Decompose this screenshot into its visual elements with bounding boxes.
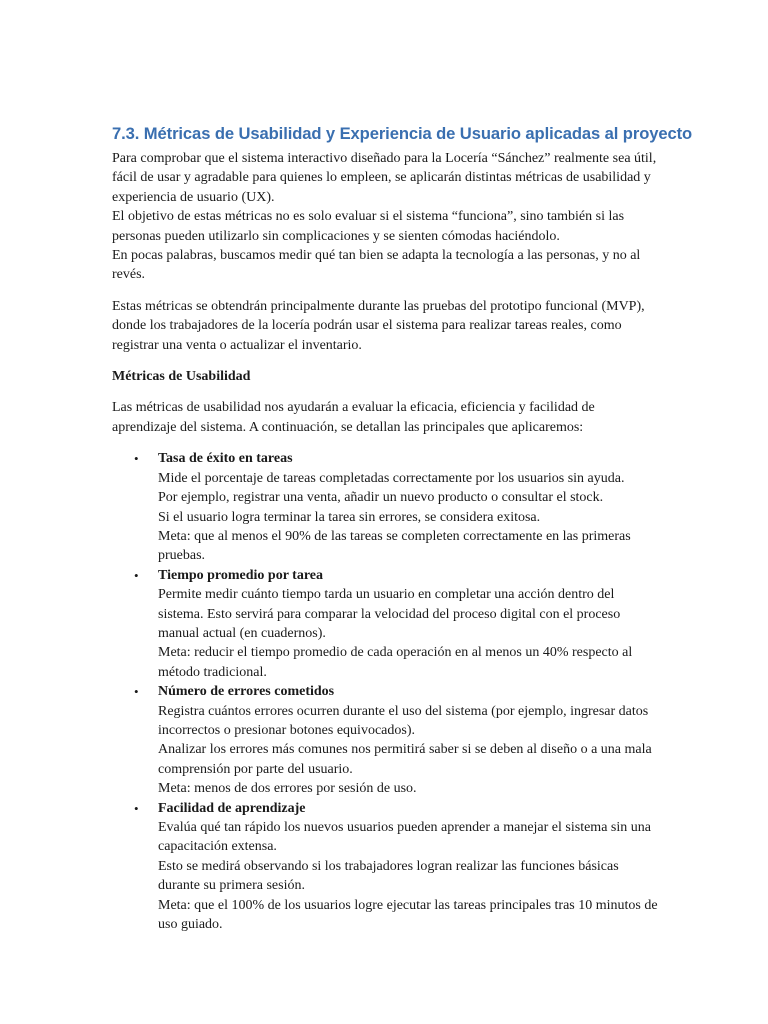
metric-text: Por ejemplo, registrar una venta, añadir un nuevo producto o consultar el stock.	[158, 490, 604, 506]
bullet-icon: •	[134, 800, 139, 816]
metric-item	[112, 449, 660, 565]
metric-goal: Meta: menos de dos errores por sesión de uso.	[158, 781, 417, 797]
metric-title: Tasa de éxito en tareas	[158, 451, 293, 467]
spacer	[112, 386, 660, 398]
usability-intro: Las métricas de usabilidad nos ayudarán a evaluar la eficacia, eficiencia y facilidad de aprendizaje del sistema. A continuación, se detallan las principales que aplicaremos:	[112, 400, 595, 435]
bullet-icon: •	[134, 684, 139, 700]
intro-paragraph-3: En pocas palabras, buscamos medir qué tan bien se adapta la tecnología a las personas, y no al revés.	[112, 248, 641, 283]
intro-paragraph-1: Para comprobar que el sistema interactivo diseñado para la Locería “Sánchez” realmente sea útil, fácil de usar y agradable para quienes lo empleen, se aplicarán distintas métricas de usabilidad y experiencia de usuario (UX).	[112, 151, 657, 205]
metric-text: Esto se medirá observando si los trabajadores logran realizar las funciones básicas durante su primera sesión.	[158, 858, 619, 894]
mvp-paragraph: Estas métricas se obtendrán principalmente durante las pruebas del prototipo funcional (MVP), donde los trabajadores de la locería podrán usar el sistema para realizar tareas reales, como registrar una venta o actualizar el inventario.	[112, 298, 645, 353]
metric-text: Evalúa qué tan rápido los nuevos usuarios pueden aprender a manejar el sistema sin una capacitación extensa.	[158, 820, 651, 855]
spacer	[112, 355, 660, 367]
metric-item	[112, 799, 660, 935]
metric-item	[112, 566, 660, 682]
metric-text: Registra cuántos errores ocurren durante el uso del sistema (por ejemplo, ingresar datos incorrectos o presionar botones equivocados).	[158, 703, 649, 738]
metric-text: Permite medir cuánto tiempo tarda un usuario en completar una acción dentro del sistema. Esto servirá para comparar la velocidad del proceso digital con el proceso manual actual (en cuadernos).	[158, 587, 621, 641]
bullet-icon: •	[134, 567, 139, 583]
metric-item	[112, 682, 660, 798]
bullet-icon: •	[134, 451, 139, 467]
metric-text: Si el usuario logra terminar la tarea sin errores, se considera exitosa.	[158, 509, 541, 525]
metrics-list	[112, 449, 660, 934]
metric-goal: Meta: reducir el tiempo promedio de cada operación en al menos un 40% respecto al método tradicional.	[158, 645, 633, 680]
metric-text: Analizar los errores más comunes nos permitirá saber si se deben al diseño o a una mala comprensión por parte del usuario.	[158, 742, 652, 777]
metric-goal: Meta: que el 100% de los usuarios logre ejecutar las tareas principales tras 10 minutos de uso guiado.	[158, 897, 658, 933]
metric-title: Tiempo promedio por tarea	[158, 567, 324, 583]
metric-title: Facilidad de aprendizaje	[158, 800, 306, 816]
metric-text: Mide el porcentaje de tareas completadas correctamente por los usuarios sin ayuda.	[158, 470, 625, 486]
section-heading: 7.3. Métricas de Usabilidad y Experiencia de Usuario aplicadas al proyecto	[112, 124, 693, 143]
usability-subheading: Métricas de Usabilidad	[112, 369, 251, 385]
document-page	[112, 122, 693, 934]
intro-paragraph-2: El objetivo de estas métricas no es solo evaluar si el sistema “funciona”, sino también si las personas pueden utilizarlo sin complicaciones y se sienten cómodas haciéndolo.	[112, 209, 625, 244]
metric-title: Número de errores cometidos	[158, 684, 335, 700]
spacer	[112, 437, 660, 449]
spacer	[112, 285, 660, 297]
metric-goal: Meta: que al menos el 90% de las tareas se completen correctamente en las primeras pruebas.	[158, 528, 631, 564]
